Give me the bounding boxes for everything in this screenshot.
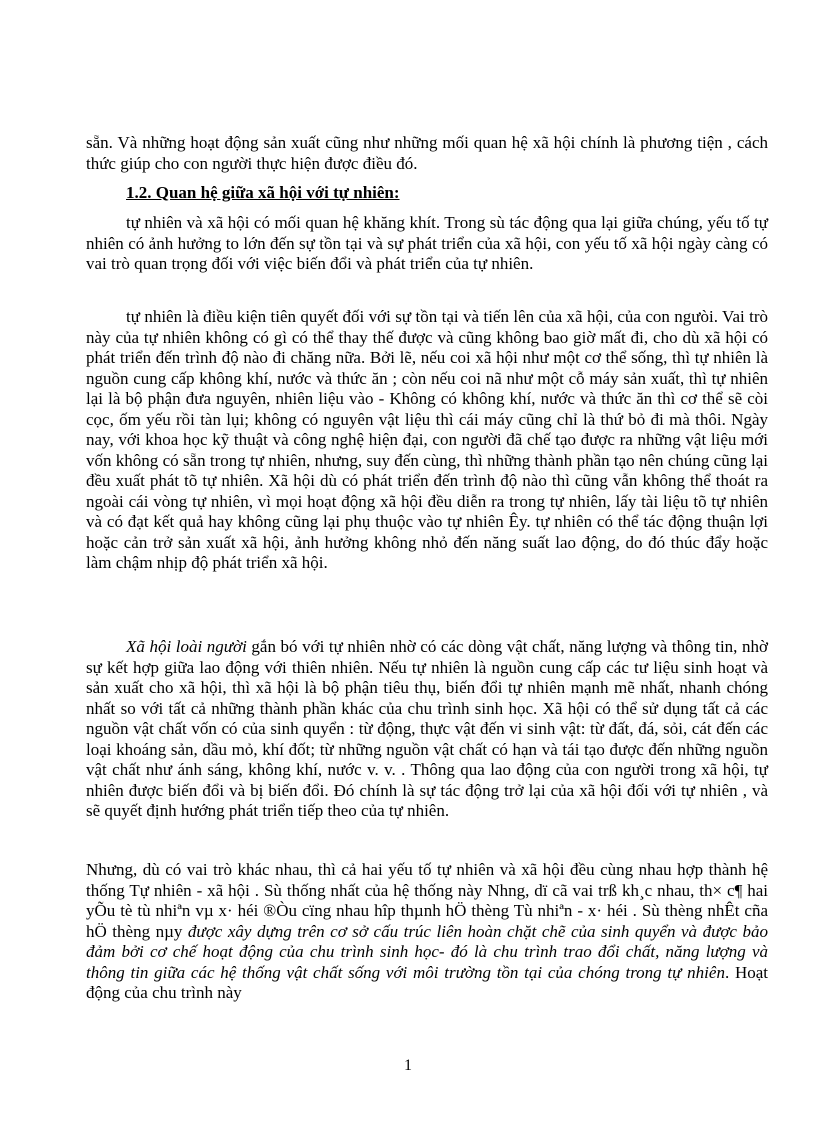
paragraph-4-tail: . Hoạt động của chu trình này xyxy=(86,962,768,1002)
paragraph-4-italic: được xây dựng trên cơ sở cấu trúc liên hoàn chặt chẽ của sinh quyển và được bảo đảm bởi cơ chế hoạt động của chu trình sinh học- đó là chu trình trao đổi chất, năng lượng và thông tin giữa các hệ thống vật chất sống với môi trường tồn tại của chóng trong tự nhiên xyxy=(86,921,768,982)
section-heading: 1.2. Quan hệ giữa xã hội với tự nhiên: xyxy=(126,183,400,202)
paragraph-3 xyxy=(86,637,768,822)
paragraph-3-body: gắn bó với tự nhiên nhờ có các dòng vật chất, năng lượng và thông tin, nhờ sự kết hợp giữa lao động với thiên nhiên. Nếu tự nhiên là nguồn cung cấp các tư liệu sinh hoạt và sản xuất cho xã hội, thì xã hội là bộ phận tiêu thụ, biến đổi tự nhiên mạnh mẽ nhất, nhanh chóng nhất so với tất cả những thành phần khác của chu trình sinh học. Xã hội có thể sử dụng tất cả các nguồn vật chất vốn có của sinh quyển : từ động, thực vật đến vi sinh vật: từ đất, đá, sỏi, cát đến các loại khoáng sản, dầu mỏ, khí đốt; từ những nguồn vật chất có hạn và tái tạo được đến những nguồn vật chất như ánh sáng, không khí, nước v. v. . Thông qua lao động của con người trong xã hội, tự nhiên được biến đổi và bị biến đổi. Đó chính là sự tác động trở lại của xã hội đối với tự nhiên , và sẽ quyết định hướng phát triển tiếp theo của tự nhiên. xyxy=(86,637,768,820)
paragraph-2: tự nhiên là điều kiện tiên quyết đối với sự tồn tại và tiến lên của xã hội, của con ngưòi. Vai trò này của tự nhiên không có gì có thể thay thế được và cũng không bao giờ mất đi, cho dù xã hội có phát triển đến trình độ nào đi chăng nữa. Bởi lẽ, nếu coi xã hội như một cơ thể sống, thì tự nhiên là nguồn cung cấp không khí, nước và thức ăn ; còn nếu coi nã như một cỗ máy sản xuất, thì tự nhiên lại là bộ phận đưa nguyên, nhiên liệu vào - Không có không khí, nước và thức ăn thì cơ thể sẽ còi cọc, ốm yếu rồi tàn lụi; không có nguyên vật liệu thì cái máy cũng chỉ là thứ bỏ đi mà thôi. Ngày nay, với khoa học kỹ thuật và công nghệ hiện đại, con người đã chế tạo được ra những vật liệu mới vốn không có sẵn trong tự nhiên, nhưng, suy đến cùng, thì những thành phần tạo nên chúng cũng lại đều xuất phát tõ tự nhiên. Xã hội dù có phát triển đến trình độ nào thì cũng vẫn không thể thoát ra ngoài cái vòng tự nhiên, vì mọi hoạt động xã hội đều diễn ra trong tự nhiên, lấy tài liệu tõ tự nhiên và có đạt kết quả hay không cũng lại phụ thuộc vào tự nhiên Êy. tự nhiên có thể tác động thuận lợi hoặc cản trở sản xuất xã hội, ảnh hưởng không nhỏ đến năng suất lao động, do đó thúc đẩy hoặc làm chậm nhịp độ phát triển xã hội. xyxy=(86,307,768,572)
page-number: 1 xyxy=(404,1057,412,1074)
paragraph-4-body: Nhưng, dù có vai trò khác nhau, thì cả hai yếu tố tự nhiên và xã hội đều cùng nhau hợp thành hệ thống Tự nhiên - xã hội . Sù thống nhất của hệ thống này Nhng, dï cã vai trß kh¸c nhau, th× c¶ hai yÕu tè tù nhiªn vµ x· héi ®Òu cïng nhau hîp thµnh hÖ thèng Tù nhiªn - x· héi . Sù thèng nhÊt cña hÖ thèng nµy xyxy=(86,860,768,941)
paragraph-4 xyxy=(86,860,768,1004)
paragraph-1: tự nhiên và xã hội có mối quan hệ khăng khít. Trong sù tác động qua lại giữa chúng, yếu tố tự nhiên có ảnh hưởng to lớn đến sự tồn tại và sự phát triển của xã hội, con yếu tố xã hội ngày càng có vai trò quan trọng đối với việc biến đổi và phát triển của tự nhiên. xyxy=(86,213,768,273)
paragraph-intro: sẵn. Và những hoạt động sản xuất cũng như những mối quan hệ xã hội chính là phương tiện , cách thức giúp cho con người thực hiện được điều đó. xyxy=(86,133,768,173)
paragraph-3-italic-lead: Xã hội loài người xyxy=(126,637,247,656)
